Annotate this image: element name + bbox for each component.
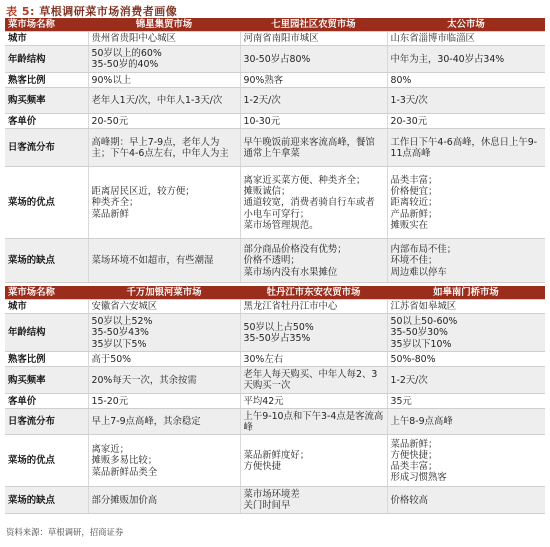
table-cell: 高峰期：早上7-9点，老年人为主；下午4-6点左右，中年人为主 [88,129,240,167]
table-cell: 15-20元 [88,394,240,409]
table-title-label: 表 5: [6,5,35,18]
cell-text: 离家近； 摊贩多易比较； 菜品新鲜品类全 [91,444,158,478]
table-cell: 中年为主，30-40岁占34% [387,46,545,73]
table-row-cons [5,487,545,514]
table-cell: 贵州省贵阳中心城区 [88,32,240,46]
table-cell [240,435,387,487]
table-row-city [5,32,545,46]
header-market-2: 牡丹江市东安农贸市场 [240,286,387,300]
table-cell [240,167,387,239]
header-market-name: 菜市场名称 [5,286,88,300]
table-cell: 90%熟客 [240,73,387,88]
table-row-traffic [5,409,545,435]
cell-text: 部分商品价格没有优势； 价格不透明； 菜市场内没有水果摊位 [243,244,347,278]
table-header-row [5,286,545,300]
table-cell: 平均42元 [240,394,387,409]
table-cell: 老年人1天/次，中年人1-3天/次 [88,88,240,114]
table-row-traffic [5,129,545,167]
table-row-frequency [5,88,545,114]
table-row-pros [5,435,545,487]
table-cell: 30-50岁占80% [240,46,387,73]
cell-text: 菜市场环境差 关门时间早 [243,489,300,512]
header-market-3: 如皋南门桥市场 [387,286,545,300]
table-cell: 老年人每天购买、中年人每2、3天购买一次 [240,367,387,394]
row-label: 日客流分布 [5,409,88,435]
table-row-city [5,300,545,314]
table-cell [240,314,387,352]
table-cell: 山东省淄博市临淄区 [387,32,545,46]
table-cell: 1-3天/次 [387,88,545,114]
table-cell: 上午9-10点和下午3-4点是客流高峰 [240,409,387,435]
cell-text: 菜品新鲜度好； 方便快捷 [243,449,310,472]
table-row-frequency [5,367,545,394]
table-cell: 20-30元 [387,114,545,129]
table-title-text: 草根调研菜市场消费者画像 [39,5,178,18]
table-row-pros [5,167,545,239]
table-row-cons [5,239,545,283]
header-market-1: 锦星集贸市场 [88,18,240,32]
table-cell: 1-2天/次 [240,88,387,114]
header-market-2: 七里园社区农贸市场 [240,18,387,32]
table-cell: 安徽省六安城区 [88,300,240,314]
table-cell: 30%左右 [240,352,387,367]
table-cell [240,487,387,514]
cell-text: 菜品新鲜； 方便快捷； 品类丰富； 形成习惯熟客 [390,438,447,484]
table-title [6,3,177,19]
table-header-row [5,18,545,32]
table-cell: 1-2天/次 [387,367,545,394]
table-cell: 90%以上 [88,73,240,88]
table-cell [387,167,545,239]
table-cell [387,314,545,352]
row-label: 日客流分布 [5,129,88,167]
table-cell [240,239,387,283]
cell-text: 50以上50-60% 35-50岁30% 35岁以下10% [390,316,458,350]
row-label: 客单价 [5,394,88,409]
table-cell: 黑龙江省牡丹江市中心 [240,300,387,314]
row-label: 购买频率 [5,367,88,394]
table-cell [88,435,240,487]
cell-text: 50岁以上52% 35-50岁43% 35岁以下5% [91,316,153,350]
row-label: 城市 [5,300,88,314]
row-label: 购买频率 [5,88,88,114]
row-label: 城市 [5,32,88,46]
table-cell: 上午8-9点高峰 [387,409,545,435]
table-cell: 高于50% [88,352,240,367]
table-row-age [5,46,545,73]
cell-text: 内部布局不佳； 环境不佳； 周边难以停车 [390,244,457,278]
table-cell: 50%-80% [387,352,545,367]
consumer-profile-table-1 [5,18,545,283]
cell-text: 菜场环境不如超市，有些潮湿 [91,255,214,267]
header-market-3: 太公市场 [387,18,545,32]
table-cell: 河南省南阳市城区 [240,32,387,46]
table-cell [387,487,545,514]
table-cell: 80% [387,73,545,88]
table-cell: 20-50元 [88,114,240,129]
table-cell: 20%每天一次，其余按需 [88,367,240,394]
header-market-name: 菜市场名称 [5,18,88,32]
cell-text: 离家近买菜方便、种类齐全； 摊贩诚信； 通道较宽，消费者骑自行车或者小电车可穿行； 菜市场管理规范。 [243,174,375,231]
table-cell: 工作日下午4-6高峰，休息日上午9-11点高峰 [387,129,545,167]
row-label: 年龄结构 [5,314,88,352]
cell-text: 距离居民区近，较方便； 种类齐全； 菜品新鲜 [91,186,195,220]
table-cell: 10-30元 [240,114,387,129]
row-label: 年龄结构 [5,46,88,73]
source-note: 资料来源：草根调研，招商证券 [6,527,124,537]
table-cell [88,46,240,73]
cell-text: 品类丰富； 价格便宜； 距离较近； 产品新鲜； 摊贩实在 [390,174,438,231]
cell-line: 50岁以上的60% 35-50岁的40% [91,48,162,71]
row-label: 菜场的缺点 [5,487,88,514]
cell-text: 50岁以上占50% 35-50岁占35% [243,321,314,344]
row-label: 菜场的优点 [5,435,88,487]
cell-text: 价格较高 [390,494,429,506]
cell-text: 部分摊贩加价高 [91,494,158,506]
table-cell [88,487,240,514]
table-cell [88,314,240,352]
row-label: 菜场的缺点 [5,239,88,283]
table-row-basket [5,114,545,129]
table-cell: 早午晚饭前迎来客流高峰，餐馆通常上午拿菜 [240,129,387,167]
row-label: 熟客比例 [5,73,88,88]
table-row-age [5,314,545,352]
table-row-regulars [5,73,545,88]
table-row-basket [5,394,545,409]
table-cell [387,239,545,283]
table-cell: 35元 [387,394,545,409]
row-label: 客单价 [5,114,88,129]
row-label: 菜场的优点 [5,167,88,239]
table-cell [88,167,240,239]
table-cell [88,239,240,283]
header-market-1: 千万加银河菜市场 [88,286,240,300]
consumer-profile-table-2 [5,286,545,514]
table-row-regulars [5,352,545,367]
table-cell: 江苏省如皋城区 [387,300,545,314]
row-label: 熟客比例 [5,352,88,367]
table-cell: 早上7-9点高峰，其余稳定 [88,409,240,435]
table-cell [387,435,545,487]
